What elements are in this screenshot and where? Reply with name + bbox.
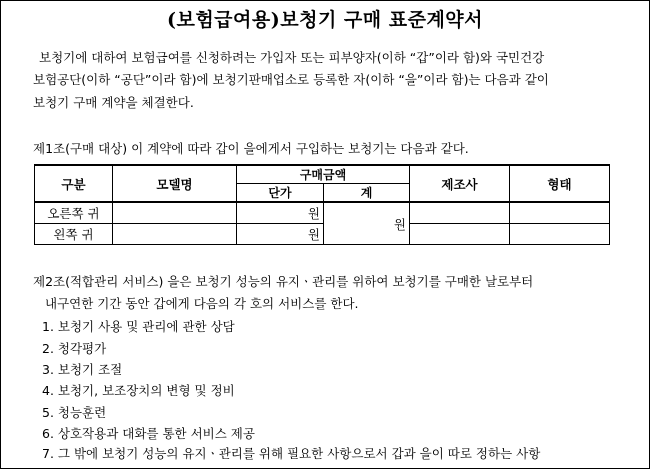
article-2-line-1: 제2조(적합관리 서비스) 을은 보청기 성능의 유지ㆍ관리를 위하여 보청기를 구매한 날로부터 — [33, 274, 534, 289]
intro-line-3: 보청기 구매 계약을 체결한다. — [33, 95, 194, 110]
row-label-right-ear: 오른쪽 귀 — [35, 202, 113, 224]
article-2-line-2: 내구연한 기간 동안 갑에게 다음의 각 호의 서비스를 한다. — [45, 296, 359, 311]
purchase-target-table — [34, 164, 610, 245]
row-label-left-ear: 왼쪽 귀 — [35, 224, 113, 245]
total-price-cell[interactable]: 원 — [324, 202, 410, 245]
intro-line-1: 보청기에 대하여 보험급여를 신청하려는 가입자 또는 피부양자(이하 “갑”이라 함)와 국민건강 — [39, 50, 545, 65]
header-manufacturer: 제조사 — [410, 165, 510, 202]
manufacturer-cell-left[interactable] — [410, 224, 510, 245]
article-1-text: 제1조(구매 대상) 이 계약에 따라 갑이 을에게서 구입하는 보청기는 다음과 같다. — [33, 141, 469, 156]
header-type: 형태 — [510, 165, 610, 202]
service-item-6: 6. 상호작용과 대화를 통한 서비스 제공 — [42, 426, 255, 441]
unit-price-cell-right[interactable]: 원 — [237, 202, 324, 224]
service-item-4: 4. 보청기, 보조장치의 변형 및 정비 — [42, 383, 235, 398]
type-cell-right[interactable] — [510, 202, 610, 224]
header-unit-price: 단가 — [237, 184, 324, 203]
service-item-1: 1. 보청기 사용 및 관리에 관한 상담 — [42, 319, 235, 334]
document-title: (보험급여용)보청기 구매 표준계약서 — [166, 9, 484, 31]
manufacturer-cell-right[interactable] — [410, 202, 510, 224]
header-category: 구분 — [35, 165, 113, 202]
header-total: 계 — [324, 184, 410, 203]
service-item-7: 7. 그 밖에 보청기 성능의 유지ㆍ관리를 위해 필요한 사항으로서 갑과 을이 따로 정하는 사항 — [42, 446, 541, 461]
table-row — [35, 202, 610, 224]
type-cell-left[interactable] — [510, 224, 610, 245]
service-item-2: 2. 청각평가 — [42, 341, 107, 356]
table-row — [35, 224, 610, 245]
header-price-group: 구매금액 — [237, 165, 410, 184]
service-item-5: 5. 청능훈련 — [42, 405, 107, 420]
service-item-3: 3. 보청기 조절 — [42, 362, 123, 377]
model-cell-left[interactable] — [113, 224, 237, 245]
intro-line-2: 보험공단(이하 “공단”이라 함)에 보청기판매업소로 등록한 자(이하 “을”이라 함)는 다음과 같이 — [33, 72, 549, 87]
model-cell-right[interactable] — [113, 202, 237, 224]
unit-price-cell-left[interactable]: 원 — [237, 224, 324, 245]
header-model: 모델명 — [113, 165, 237, 202]
